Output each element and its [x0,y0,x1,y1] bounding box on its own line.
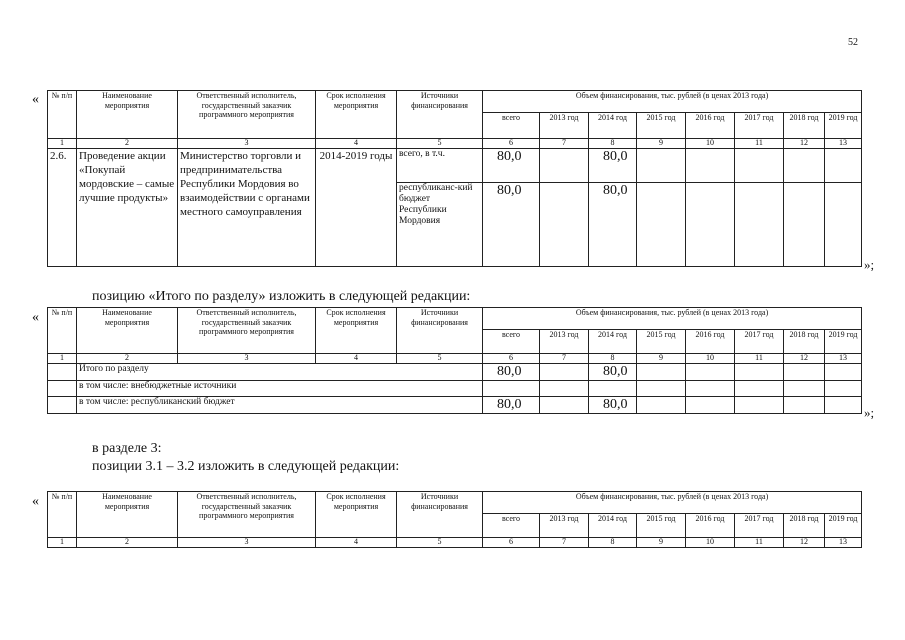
column-number: 1 [48,538,77,548]
header-year: 2019 год [825,330,862,354]
header-year: 2016 год [686,514,735,538]
total-label: Итого по разделу [77,364,483,381]
value-total: 80,0 [483,183,540,267]
table-section-3 [47,491,862,548]
header-year: 2016 год [686,113,735,139]
open-quote-1: « [32,92,39,107]
value-cell [540,364,589,381]
header-term: Срок исполнения мероприятия [316,308,397,354]
header-year: 2014 год [589,514,637,538]
value-cell [540,381,589,397]
value-total: 80,0 [483,364,540,381]
value-cell [825,149,862,183]
header-year: 2015 год [637,330,686,354]
value-cell [540,397,589,414]
header-total: всего [483,330,540,354]
value-cell [825,397,862,414]
header-term: Срок исполнения мероприятия [316,492,397,538]
value-cell [686,397,735,414]
header-year: 2013 год [540,113,589,139]
open-quote-2: « [32,310,39,325]
header-responsible: Ответственный исполнитель, государственный заказчик программного мероприятия [178,91,316,139]
header-name: Наименование мероприятия [77,91,178,139]
column-number: 9 [637,354,686,364]
value-cell [637,149,686,183]
value-cell [735,149,784,183]
header-year: 2015 год [637,113,686,139]
column-number: 8 [589,139,637,149]
value-cell [735,381,784,397]
header-volume: Объем финансирования, тыс. рублей (в ценах 2013 года) [483,91,862,113]
header-total: всего [483,113,540,139]
header-term: Срок исполнения мероприятия [316,91,397,139]
header-volume: Объем финансирования, тыс. рублей (в ценах 2013 года) [483,308,862,330]
column-number: 4 [316,538,397,548]
paragraph-total-position: позицию «Итого по разделу» изложить в следующей редакции: [92,289,471,304]
table-section-total [47,307,862,414]
header-volume: Объем финансирования, тыс. рублей (в ценах 2013 года) [483,492,862,514]
execution-term: 2014-2019 годы [316,149,397,267]
column-number: 1 [48,139,77,149]
column-number: 10 [686,139,735,149]
column-number: 13 [825,354,862,364]
value-2014: 80,0 [589,149,637,183]
value-cell [540,183,589,267]
value-cell [686,364,735,381]
column-number: 2 [77,538,178,548]
header-name: Наименование мероприятия [77,308,178,354]
value-2014: 80,0 [589,364,637,381]
value-total: 80,0 [483,397,540,414]
column-number: 3 [178,354,316,364]
header-responsible: Ответственный исполнитель, государственный заказчик программного мероприятия [178,492,316,538]
header-year: 2017 год [735,113,784,139]
header-year: 2018 год [784,514,825,538]
column-number: 11 [735,354,784,364]
column-number: 10 [686,538,735,548]
header-year: 2018 год [784,330,825,354]
value-cell [735,397,784,414]
column-number: 2 [77,139,178,149]
column-number: 4 [316,139,397,149]
value-cell [686,381,735,397]
close-quote-2: »; [864,405,875,420]
value-2014: 80,0 [589,397,637,414]
value-cell [784,364,825,381]
value-cell [784,149,825,183]
measure-name: Проведение акции «Покупай мордовские – самые лучшие продукты» [77,149,178,267]
header-total: всего [483,514,540,538]
header-source: Источники финансирования [397,308,483,354]
column-number: 9 [637,139,686,149]
header-year: 2017 год [735,330,784,354]
value-cell [735,364,784,381]
value-total [483,381,540,397]
column-number: 12 [784,139,825,149]
column-number: 5 [397,538,483,548]
paragraph-section-3: в разделе 3: [92,441,162,456]
header-source: Источники финансирования [397,91,483,139]
table-section-2-6 [47,90,862,267]
column-number: 6 [483,538,540,548]
header-year: 2017 год [735,514,784,538]
column-number: 7 [540,354,589,364]
column-number: 10 [686,354,735,364]
column-number: 6 [483,139,540,149]
column-number: 2 [77,354,178,364]
column-number: 4 [316,354,397,364]
republican-budget-label: в том числе: республиканский бюджет [77,397,483,414]
header-year: 2014 год [589,330,637,354]
column-number: 12 [784,538,825,548]
value-cell [686,149,735,183]
responsible-executor: Министерство торговли и предпринимательства Республики Мордовия во взаимодействии с органами местного самоуправления [178,149,316,267]
column-number: 7 [540,139,589,149]
column-number: 9 [637,538,686,548]
value-cell [784,397,825,414]
column-number: 12 [784,354,825,364]
value-cell [637,183,686,267]
funding-source: всего, в т.ч. [397,149,483,183]
value-2014 [589,381,637,397]
column-number: 7 [540,538,589,548]
header-year: 2015 год [637,514,686,538]
empty-cell [48,397,77,414]
value-cell [825,364,862,381]
header-year: 2013 год [540,514,589,538]
header-name: Наименование мероприятия [77,492,178,538]
page-number: 52 [848,37,858,48]
header-year: 2016 год [686,330,735,354]
column-number: 6 [483,354,540,364]
open-quote-3: « [32,494,39,509]
column-number: 5 [397,354,483,364]
column-number: 13 [825,538,862,548]
header-year: 2018 год [784,113,825,139]
value-cell [825,381,862,397]
value-cell [686,183,735,267]
column-number: 5 [397,139,483,149]
header-year: 2019 год [825,514,862,538]
header-year: 2013 год [540,330,589,354]
header-responsible: Ответственный исполнитель, государственный заказчик программного мероприятия [178,308,316,354]
column-number: 3 [178,538,316,548]
empty-cell [48,364,77,381]
close-quote-1: »; [864,257,875,272]
value-cell [784,183,825,267]
empty-cell [48,381,77,397]
header-source: Источники финансирования [397,492,483,538]
value-cell [637,364,686,381]
column-number: 11 [735,538,784,548]
value-cell [637,397,686,414]
header-no: № п/п [48,492,77,538]
column-number: 11 [735,139,784,149]
value-total: 80,0 [483,149,540,183]
column-number: 8 [589,538,637,548]
column-number: 3 [178,139,316,149]
column-number: 8 [589,354,637,364]
value-cell [540,149,589,183]
column-number: 13 [825,139,862,149]
value-2014: 80,0 [589,183,637,267]
header-no: № п/п [48,91,77,139]
header-no: № п/п [48,308,77,354]
value-cell [735,183,784,267]
column-number: 1 [48,354,77,364]
value-cell [784,381,825,397]
value-cell [825,183,862,267]
header-year: 2019 год [825,113,862,139]
header-year: 2014 год [589,113,637,139]
extrabudgetary-label: в том числе: внебюджетные источники [77,381,483,397]
row-number: 2.6. [48,149,77,267]
paragraph-positions-3-1-3-2: позиции 3.1 – 3.2 изложить в следующей редакции: [92,459,400,474]
value-cell [637,381,686,397]
funding-source: республиканс-кий бюджет Республики Мордовия [397,183,483,267]
